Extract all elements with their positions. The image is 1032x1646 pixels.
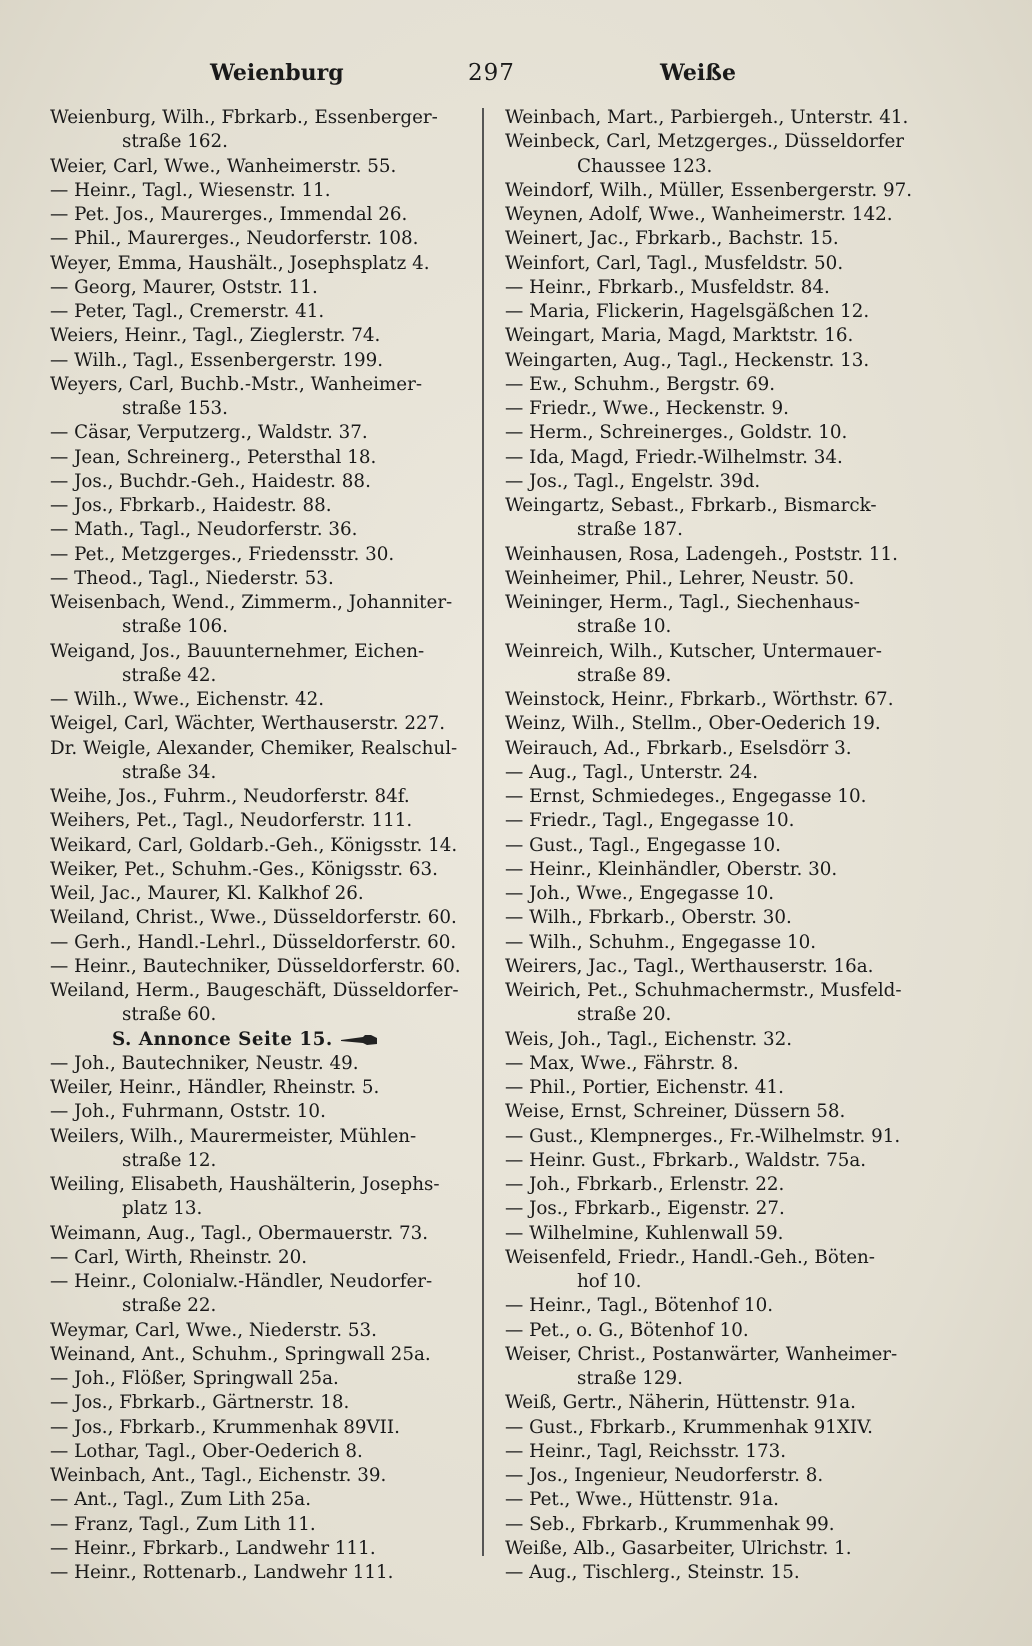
directory-line: Weirers, Jac., Tagl., Werthauserstr. 16a. (505, 955, 874, 977)
directory-line: straße 42. (122, 664, 217, 686)
directory-line: — Jos., Buchdr.-Geh., Haidestr. 88. (50, 470, 371, 492)
directory-line: — Joh., Wwe., Engegasse 10. (505, 883, 775, 904)
directory-line: — Heinr., Tagl, Reichsstr. 173. (505, 1440, 787, 1462)
directory-line: — Heinr., Fbrkarb., Landwehr 111. (50, 1537, 376, 1559)
directory-line: — Jos., Ingenieur, Neudorferstr. 8. (505, 1465, 824, 1486)
directory-line: — Phil., Portier, Eichenstr. 41. (505, 1077, 784, 1098)
directory-line: Weiser, Christ., Postanwärter, Wanheimer- (505, 1343, 898, 1365)
directory-line: — Seb., Fbrkarb., Krummenhak 99. (505, 1513, 835, 1535)
directory-line: — Pet., Metzgerges., Friedensstr. 30. (50, 543, 395, 565)
directory-line: straße 20. (577, 1004, 672, 1026)
directory-line: Weingartz, Sebast., Fbrkarb., Bismarck- (505, 495, 877, 516)
directory-line: — Cäsar, Verputzerg., Waldstr. 37. (50, 422, 368, 444)
directory-line: Weinbach, Mart., Parbiergeh., Unterstr. 41. (505, 107, 909, 128)
directory-line: Weiland, Herm., Baugeschäft, Düsseldorfer- (50, 980, 459, 1001)
directory-line: — Wilhelmine, Kuhlenwall 59. (505, 1222, 784, 1244)
directory-line: — Joh., Fbrkarb., Erlenstr. 22. (505, 1174, 785, 1195)
directory-line: — Aug., Tischlerg., Steinstr. 15. (505, 1562, 800, 1583)
directory-line: — Theod., Tagl., Niederstr. 53. (50, 567, 334, 589)
directory-line (50, 1028, 475, 1052)
directory-line: Weingarten, Aug., Tagl., Heckenstr. 13. (505, 349, 870, 371)
directory-line: Weiler, Heinr., Händler, Rheinstr. 5. (50, 1077, 380, 1098)
directory-line: Weigel, Carl, Wächter, Werthauserstr. 227. (50, 713, 446, 735)
directory-line: — Georg, Maurer, Oststr. 11. (50, 276, 318, 298)
directory-line: Weilers, Wilh., Maurermeister, Mühlen- (50, 1125, 417, 1147)
directory-line: — Joh., Flößer, Springwall 25a. (50, 1368, 339, 1389)
directory-line: — Franz, Tagl., Zum Lith 11. (50, 1513, 316, 1535)
directory-line: — Wilh., Tagl., Essenbergerstr. 199. (50, 349, 384, 371)
directory-line: straße 12. (122, 1149, 217, 1171)
directory-line: Weil, Jac., Maurer, Kl. Kalkhof 26. (50, 883, 364, 904)
directory-line: — Heinr., Fbrkarb., Musfeldstr. 84. (505, 276, 830, 298)
directory-line: — Heinr., Bautechniker, Düsseldorferstr. 60. (50, 955, 461, 977)
directory-line: Weirauch, Ad., Fbrkarb., Eselsdörr 3. (505, 737, 852, 759)
directory-line: Weiers, Heinr., Tagl., Zieglerstr. 74. (50, 325, 381, 347)
directory-line: Weienburg, Wilh., Fbrkarb., Essenberger- (50, 107, 438, 128)
directory-line: Weinand, Ant., Schuhm., Springwall 25a. (50, 1343, 431, 1365)
directory-line: — Heinr., Tagl., Wiesenstr. 11. (50, 179, 331, 201)
directory-line: — Ernst, Schmiedeges., Engegasse 10. (505, 786, 867, 807)
directory-line: straße 10. (577, 616, 672, 638)
directory-line: — Maria, Flickerin, Hagelsgäßchen 12. (505, 301, 870, 322)
directory-line: Weymar, Carl, Wwe., Niederstr. 53. (50, 1319, 377, 1341)
directory-line: Weikard, Carl, Goldarb.-Geh., Königsstr. 14. (50, 834, 458, 856)
directory-line: Weirich, Pet., Schuhmachermstr., Musfeld- (505, 980, 902, 1001)
directory-line: — Aug., Tagl., Unterstr. 24. (505, 761, 759, 783)
directory-line: Weisenfeld, Friedr., Handl.-Geh., Böten- (505, 1246, 875, 1268)
directory-line: — Ant., Tagl., Zum Lith 25a. (50, 1489, 312, 1511)
directory-line: Weinert, Jac., Fbrkarb., Bachstr. 15. (505, 228, 839, 250)
directory-line: Weininger, Herm., Tagl., Siechenhaus- (505, 592, 860, 613)
directory-line: — Peter, Tagl., Cremerstr. 41. (50, 301, 325, 322)
directory-line: Weigand, Jos., Bauunternehmer, Eichen- (50, 640, 425, 662)
directory-line: — Wilh., Wwe., Eichenstr. 42. (50, 689, 325, 710)
directory-line: — Jean, Schreinerg., Petersthal 18. (50, 446, 377, 468)
directory-line: straße 153. (122, 398, 228, 419)
directory-line: — Friedr., Tagl., Engegasse 10. (505, 810, 795, 832)
directory-line: Weinreich, Wilh., Kutscher, Untermauer- (505, 640, 882, 662)
directory-line: — Jos., Fbrkarb., Haidestr. 88. (50, 495, 332, 516)
directory-line: Dr. Weigle, Alexander, Chemiker, Realschul- (50, 737, 458, 759)
directory-line: Weiker, Pet., Schuhm.-Ges., Königsstr. 63. (50, 858, 438, 880)
directory-line: Weise, Ernst, Schreiner, Düssern 58. (505, 1101, 846, 1123)
directory-line: straße 162. (122, 131, 228, 153)
directory-line: — Friedr., Wwe., Heckenstr. 9. (505, 398, 789, 419)
directory-line: — Max, Wwe., Fährstr. 8. (505, 1052, 739, 1074)
directory-line: Weyers, Carl, Buchb.-Mstr., Wanheimer- (50, 373, 423, 395)
directory-line: Weinfort, Carl, Tagl., Musfeldstr. 50. (505, 252, 844, 274)
directory-line: Weyer, Emma, Haushält., Josephsplatz 4. (50, 252, 430, 274)
directory-line: straße 187. (577, 519, 683, 541)
directory-line: — Wilh., Schuhm., Engegasse 10. (505, 931, 817, 953)
directory-line: Weynen, Adolf, Wwe., Wanheimerstr. 142. (505, 204, 893, 225)
directory-line: Weihe, Jos., Fuhrm., Neudorferstr. 84f. (50, 786, 410, 807)
directory-line: Weiße, Alb., Gasarbeiter, Ulrichstr. 1. (505, 1537, 852, 1559)
directory-line: Weinheimer, Phil., Lehrer, Neustr. 50. (505, 567, 855, 589)
directory-line: Weinbeck, Carl, Metzgerges., Düsseldorfer (505, 131, 905, 153)
left-column (50, 106, 475, 1585)
header-right-word: Weiße (660, 60, 736, 86)
directory-line: — Heinr. Gust., Fbrkarb., Waldstr. 75a. (505, 1149, 867, 1171)
directory-line: straße 34. (122, 761, 217, 783)
annonce-text: S. Annonce Seite 15. (112, 1028, 333, 1050)
directory-line: straße 129. (577, 1368, 683, 1389)
right-column (505, 106, 943, 1585)
directory-line: — Carl, Wirth, Rheinstr. 20. (50, 1246, 308, 1268)
directory-line: — Ida, Magd, Friedr.-Wilhelmstr. 34. (505, 446, 843, 468)
directory-line: Weinhausen, Rosa, Ladengeh., Poststr. 11. (505, 543, 898, 565)
directory-line: — Jos., Fbrkarb., Eigenstr. 27. (505, 1198, 785, 1220)
directory-line: — Jos., Fbrkarb., Gärtnerstr. 18. (50, 1392, 350, 1414)
directory-line: Weihers, Pet., Tagl., Neudorferstr. 111. (50, 810, 413, 832)
directory-line: Weiland, Christ., Wwe., Düsseldorferstr. 60. (50, 907, 457, 929)
directory-line: Weingart, Maria, Magd, Marktstr. 16. (505, 325, 854, 347)
page-number: 297 (468, 60, 515, 86)
directory-line: straße 22. (122, 1295, 217, 1317)
directory-line: — Pet. Jos., Maurerges., Immendal 26. (50, 204, 408, 225)
pointing-hand-icon (341, 1034, 379, 1046)
directory-line: Weinstock, Heinr., Fbrkarb., Wörthstr. 67. (505, 689, 894, 710)
directory-line: — Ew., Schuhm., Bergstr. 69. (505, 373, 776, 395)
directory-line: Weinz, Wilh., Stellm., Ober-Oederich 19. (505, 713, 881, 735)
directory-line: — Gerh., Handl.-Lehrl., Düsseldorferstr. 60. (50, 931, 457, 953)
directory-line: — Math., Tagl., Neudorferstr. 36. (50, 519, 358, 541)
directory-line: — Heinr., Rottenarb., Landwehr 111. (50, 1562, 394, 1583)
directory-line: straße 89. (577, 664, 672, 686)
directory-line: straße 106. (122, 616, 228, 638)
directory-line: — Phil., Maurerges., Neudorferstr. 108. (50, 228, 419, 250)
header-left-word: Weienburg (210, 60, 344, 86)
directory-line: Weiling, Elisabeth, Haushälterin, Josephs- (50, 1174, 440, 1195)
page-header (50, 56, 940, 96)
directory-line: — Wilh., Fbrkarb., Oberstr. 30. (505, 907, 792, 929)
directory-line: Chaussee 123. (577, 155, 713, 177)
directory-line: — Jos., Fbrkarb., Krummenhak 89VII. (50, 1416, 400, 1438)
directory-line: — Joh., Bautechniker, Neustr. 49. (50, 1052, 359, 1074)
directory-line: — Pet., o. G., Bötenhof 10. (505, 1319, 749, 1341)
directory-line: — Gust., Fbrkarb., Krummenhak 91XIV. (505, 1416, 873, 1438)
directory-line: Weinbach, Ant., Tagl., Eichenstr. 39. (50, 1465, 387, 1486)
directory-line: Weisenbach, Wend., Zimmerm., Johanniter- (50, 592, 453, 613)
directory-line: — Joh., Fuhrmann, Oststr. 10. (50, 1101, 326, 1123)
directory-line: — Herm., Schreinerges., Goldstr. 10. (505, 422, 848, 444)
directory-line: Weis, Joh., Tagl., Eichenstr. 32. (505, 1028, 793, 1050)
directory-line: — Gust., Tagl., Engegasse 10. (505, 834, 781, 856)
directory-line: — Heinr., Kleinhändler, Oberstr. 30. (505, 858, 838, 880)
directory-line: Weier, Carl, Wwe., Wanheimerstr. 55. (50, 155, 397, 177)
directory-line: — Pet., Wwe., Hüttenstr. 91a. (505, 1489, 779, 1511)
directory-line: platz 13. (122, 1198, 203, 1220)
column-divider (482, 108, 484, 1556)
directory-line: straße 60. (122, 1004, 217, 1026)
directory-line: Weimann, Aug., Tagl., Obermauerstr. 73. (50, 1222, 429, 1244)
directory-line: hof 10. (577, 1271, 642, 1292)
directory-line: — Heinr., Tagl., Bötenhof 10. (505, 1295, 774, 1317)
directory-line: — Jos., Tagl., Engelstr. 39d. (505, 470, 761, 492)
directory-line: — Heinr., Colonialw.-Händler, Neudorfer- (50, 1271, 433, 1292)
directory-line: Weiß, Gertr., Näherin, Hüttenstr. 91a. (505, 1392, 856, 1414)
directory-line: — Lothar, Tagl., Ober-Oederich 8. (50, 1440, 363, 1462)
directory-line: — Gust., Klempnerges., Fr.-Wilhelmstr. 91. (505, 1125, 901, 1147)
directory-line: Weindorf, Wilh., Müller, Essenbergerstr. 97. (505, 179, 913, 201)
